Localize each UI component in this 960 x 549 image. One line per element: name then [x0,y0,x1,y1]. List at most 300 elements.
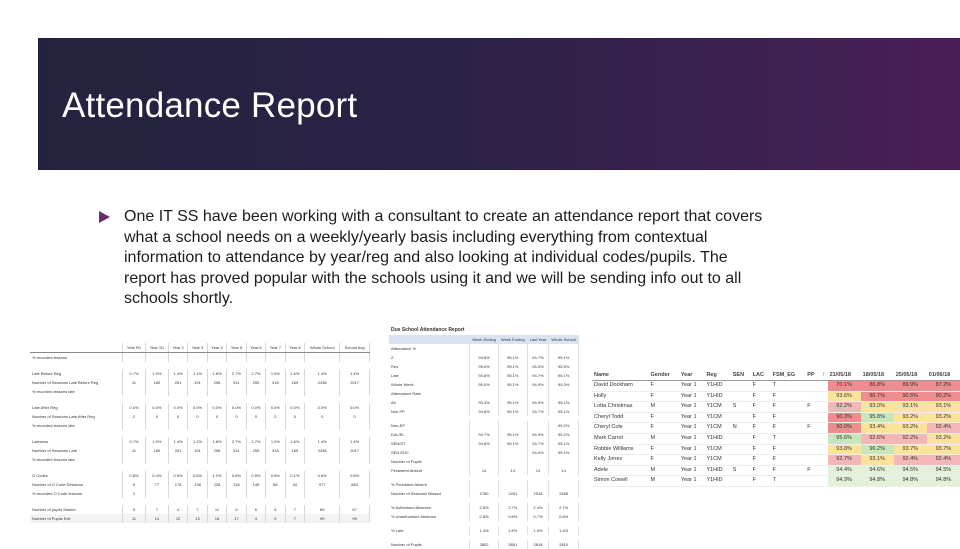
table-row [389,480,579,489]
table-cell: 0 [207,412,226,421]
column-header: Year [679,370,705,381]
table-cell [266,421,285,430]
table-cell [731,412,751,423]
table-cell [470,344,499,353]
table-row [30,421,370,430]
table-cell: 93.0% [861,402,894,413]
table-cell [168,464,187,471]
table-cell [498,457,527,466]
table-header-row [389,335,579,344]
table-cell: 8 [266,505,285,514]
table-cell: 4 [246,514,265,523]
table-cell [266,430,285,437]
column-header: LAC [751,370,771,381]
table-row [389,407,579,416]
table-cell [168,421,187,430]
table-cell: 2818 [527,540,549,549]
table-cell: F [649,444,679,455]
table-cell [340,455,370,464]
table-row [592,455,960,466]
table-cell [227,421,246,430]
table-cell: 77 [145,480,168,489]
table-cell: 94.4% [828,465,861,476]
table-cell [340,489,370,498]
table-cell [285,396,304,403]
column-header: Year R1 [123,343,146,353]
table-cell: 94.8% [894,476,927,487]
table-cell: 228 [207,480,226,489]
table-cell: 255 [246,378,265,387]
table-cell: David Dockham [592,381,649,392]
table-cell: 0.7% [123,369,146,378]
table-cell: 1.8% [207,369,226,378]
table-cell: Year 1 [679,444,705,455]
table-cell [498,480,527,489]
table-cell: 1.0% [266,437,285,446]
table-row [389,430,579,439]
table-cell [188,362,207,369]
table-cell [305,455,340,464]
table-cell [340,498,370,505]
table-cell [168,498,187,505]
table-cell: 11 [123,514,146,523]
table-cell: F [771,465,806,476]
table-cell: F [751,433,771,444]
table-cell: 13 [188,514,207,523]
table-cell [470,448,499,457]
table-cell: Late After Reg [30,403,123,412]
table-cell [145,387,168,396]
table-cell [246,362,265,369]
table-cell [30,498,123,505]
table-cell: 94.5% [927,465,960,476]
table-cell: 95.3% [549,380,579,389]
table-cell: 14 [145,514,168,523]
table-cell [227,498,246,505]
table-cell: 2.4% [527,503,549,512]
table-cell [305,421,340,430]
table-cell: 2 [123,489,146,498]
table-cell [123,464,146,471]
table-cell [145,498,168,505]
column-header: Whole School [305,343,340,353]
table-row [30,396,370,403]
table-cell: 95.5% [527,362,549,371]
table-cell [527,389,549,398]
table-cell [188,498,207,505]
table-cell [123,362,146,369]
table-cell: 2.6% [470,503,499,512]
table-cell: F [649,381,679,392]
table-cell: 95.1% [498,362,527,371]
table-cell [123,353,146,363]
table-cell: F [751,412,771,423]
table-cell [207,421,226,430]
table-cell: 0.6% [340,471,370,480]
column-header: FSM_EG [771,370,806,381]
table-cell: M [649,476,679,487]
table-cell [168,362,187,369]
warning-indicator-icon: ! [820,370,828,381]
table-cell: M [649,465,679,476]
table-cell [227,396,246,403]
table-cell: 7 [285,505,304,514]
column-header: 01/06/18 [927,370,960,381]
table-cell: Holly [592,391,649,402]
table-cell: Y1CM [704,455,730,466]
table-cell: % recorded O Code lessons [30,489,123,498]
table-row [389,448,579,457]
table-cell: 298 [207,446,226,455]
table-cell: 95.1% [549,407,579,416]
table-cell [805,391,820,402]
table-cell: 2802 [470,540,499,549]
table-cell [340,362,370,369]
table-cell: F [649,391,679,402]
table-cell: 0.8% [470,512,499,521]
table-cell: Number of O Code Sessions [30,480,123,489]
table-cell: T [771,433,806,444]
table-cell: Res [389,362,470,371]
table-cell [266,498,285,505]
pupil-attendance-table [592,370,960,487]
table-cell [470,457,499,466]
table-cell [285,498,304,505]
table-cell: 1.4% [470,526,499,535]
table-cell [498,448,527,457]
table-cell: % recorded lessons late [30,387,123,396]
column-header: 21/05/18 [828,370,861,381]
table-row [389,489,579,498]
table-cell: 1.4% [168,369,187,378]
table-cell: F [649,423,679,434]
table-cell: 93.8% [828,444,861,455]
table-cell [246,489,265,498]
table-cell: Cheryl Todd [592,412,649,423]
table-cell: 94.9% [828,476,861,487]
table-cell: 1.4% [168,437,187,446]
column-header [389,335,470,344]
table-row [592,402,960,413]
column-header: Gender [649,370,679,381]
table-cell [168,489,187,498]
table-cell: Y1HID [704,391,730,402]
table-cell: 298 [207,378,226,387]
table-cell [305,353,340,363]
table-cell [285,430,304,437]
table-cell: 2 [266,412,285,421]
table-cell: Number of Sessions Missed [389,489,470,498]
table-cell: 95.1% [498,371,527,380]
table-cell: EAL/EL [389,430,470,439]
table-cell: 9 [123,480,146,489]
table-cell: Simon Cowell [592,476,649,487]
table-cell: 0.4% [145,471,168,480]
table-cell [188,421,207,430]
table-cell [145,362,168,369]
column-header: Year 1D [145,343,168,353]
table-cell: 977 [305,480,340,489]
table-cell [227,353,246,363]
table-row [389,344,579,353]
table-cell: 67 [340,505,370,514]
table-cell: 0.5% [168,471,187,480]
table-cell: 88 [266,480,285,489]
table-row [30,430,370,437]
table-row [592,391,960,402]
table-cell [207,489,226,498]
table-cell [340,430,370,437]
table-cell: 90.5% [894,391,927,402]
table-cell: Y1CM [704,402,730,413]
table-cell: 4 [168,505,187,514]
table-cell [820,433,828,444]
table-cell: 14 [527,466,549,475]
table-cell: Persistent Absent [389,466,470,475]
table-cell [305,362,340,369]
table-cell: 1.4% [340,437,370,446]
table-cell: 95.8% [861,412,894,423]
table-cell [305,430,340,437]
table-cell: 18 [207,514,226,523]
table-cell [227,362,246,369]
table-cell: 34 [285,480,304,489]
table-cell: Y1HID [704,381,730,392]
table-cell: 0.0% [207,403,226,412]
table-cell: Y1CM [704,423,730,434]
table-row [30,498,370,505]
table-cell: 95.1% [498,430,527,439]
table-cell: T [771,476,806,487]
table-cell: 0.6% [188,471,207,480]
table-cell [227,489,246,498]
table-cell: F [771,391,806,402]
column-header: Week Ending [470,335,499,344]
table-cell: 1.0% [145,437,168,446]
table-cell: 180 [145,446,168,455]
table-row [30,403,370,412]
table-cell [30,362,123,369]
table-cell: 95.1% [549,448,579,457]
table-cell [805,455,820,466]
table-cell: 0.0% [123,403,146,412]
table-cell: 883 [340,480,370,489]
column-header: Year 4 [207,343,226,353]
table-row [592,381,960,392]
table-cell: Y1CM [704,412,730,423]
column-header [30,343,123,353]
table-cell: Lotta Christmas [592,402,649,413]
table-cell [805,381,820,392]
table-cell: 95.6% [470,362,499,371]
table-cell: 95.1% [549,371,579,380]
table-row [30,505,370,514]
table-cell: Y1HID [704,433,730,444]
column-header: Reg [704,370,730,381]
table-cell: 1.4% [549,526,579,535]
table-cell [227,430,246,437]
column-header: Whole School [549,335,579,344]
table-row [30,437,370,446]
table-cell: F [751,423,771,434]
table-cell: Year 1 [679,465,705,476]
table-cell: 201 [168,378,187,387]
slide-body-text: One IT SS have been working with a consultant to create an attendance report that covers what a school needs on a weekly/yearly basis including everything from contextual information to attendance by year/reg and also looking at individual codes/pupils. The report has proved popular with the schools using it and we will be sending info out to all schools shortly. [124,208,763,307]
table-cell: 17 [227,514,246,523]
table-cell [305,498,340,505]
table-cell: 2518 [527,489,549,498]
table-cell [207,353,226,363]
table-cell [145,421,168,430]
table-cell: 0 [285,412,304,421]
table-cell [305,464,340,471]
table-cell: 94.7% [527,353,549,362]
table-cell: Y1CM [704,444,730,455]
table-cell [285,421,304,430]
table-cell: 0.8% [123,471,146,480]
column-header: Name [592,370,649,381]
table-cell: 95.1% [498,380,527,389]
table-cell: 2338 [305,378,340,387]
table-cell: 0.6% [498,512,527,521]
table-header-row [30,343,370,353]
table-cell [470,421,499,430]
table-cell [527,480,549,489]
table-cell: % recorded lessons late [30,421,123,430]
table-cell: 95.1% [549,439,579,448]
table-cell: Z [389,353,470,362]
table-cell [731,381,751,392]
table-cell: 1.8% [207,437,226,446]
table-cell [168,455,187,464]
table-cell: 93.4% [861,423,894,434]
table-cell [549,480,579,489]
table-row [30,378,370,387]
table-cell: 95.0% [470,380,499,389]
table-cell: Number of Sessions Late [30,446,123,455]
table-cell [266,362,285,369]
table-cell: 95.1% [498,407,527,416]
table-cell: 95.1% [549,353,579,362]
table-cell: F [805,465,820,476]
table-cell: 95.1% [549,398,579,407]
table-cell: 95.1% [498,353,527,362]
table-cell [207,498,226,505]
table-cell [266,353,285,363]
table-cell: F [751,465,771,476]
table-cell: 94.6% [861,465,894,476]
table-row [389,398,579,407]
table-cell: Late Before Reg [30,369,123,378]
table-cell [207,362,226,369]
table-cell: 0.0% [340,403,370,412]
table-cell: 93.2% [894,423,927,434]
table-cell [805,444,820,455]
table-cell: 95.2% [549,421,579,430]
table-cell: 178 [168,480,187,489]
table-cell [188,396,207,403]
table-cell: 93.7% [894,444,927,455]
table-cell: 2810 [549,540,579,549]
table-cell: F [751,402,771,413]
table-cell: 94.5% [527,398,549,407]
table-cell [188,455,207,464]
table-cell: 2.7% [246,369,265,378]
table-cell: 6 [227,505,246,514]
school-attendance-table [389,326,579,549]
table-cell [549,344,579,353]
table-cell [820,423,828,434]
table-cell: S [731,465,751,476]
table-cell [266,396,285,403]
table-cell: 94.4% [527,448,549,457]
column-header: Year 2 [168,343,187,353]
table-cell: 318 [266,446,285,455]
table-cell: 93.1% [861,455,894,466]
table-cell [820,381,828,392]
table-cell [145,353,168,363]
table-cell [527,421,549,430]
table-cell: 9 [123,505,146,514]
table-cell [527,457,549,466]
table-cell [820,391,828,402]
table-cell: Number of Pupils [389,540,470,549]
table-cell: Attendance Rate [389,389,470,398]
table-cell [731,476,751,487]
table-cell: Kelly Jones [592,455,649,466]
table-cell: 2.7% [549,503,579,512]
table-cell [145,464,168,471]
table-cell: 93.3% [470,398,499,407]
table-cell: 6 [246,505,265,514]
table-cell: 0 [168,412,187,421]
table-cell [549,457,579,466]
table-cell [145,455,168,464]
table-cell: 92.4% [927,455,960,466]
table-cell [731,444,751,455]
table-cell: 0.0% [285,403,304,412]
table-caption: Due School Attendance Report [391,327,465,333]
table-cell: 511 [227,446,246,455]
table-cell: 191 [188,446,207,455]
table-row [30,455,370,464]
table-cell: 2017 [340,446,370,455]
table-cell [305,396,340,403]
table-cell: 146 [246,480,265,489]
table-cell [227,387,246,396]
table-cell: 511 [227,378,246,387]
table-row [30,446,370,455]
table-cell: % recorded lessons [30,353,123,363]
table-cell [285,353,304,363]
table-cell: 2.7% [227,369,246,378]
table-row [592,444,960,455]
table-cell [266,489,285,498]
table-cell [123,421,146,430]
table-cell: 2769 [470,489,499,498]
table-cell: 94.8% [861,476,894,487]
table-cell: 14 [498,466,527,475]
table-cell: 92.2% [894,433,927,444]
table-cell: 0.8% [266,471,285,480]
table-cell: 2451 [498,489,527,498]
table-cell: 0.0% [168,403,187,412]
table-cell: O Codes [30,471,123,480]
table-cell [145,489,168,498]
column-header: Year 8 [285,343,304,353]
table-cell: SEN EHC [389,448,470,457]
table-cell: 0.0% [188,403,207,412]
